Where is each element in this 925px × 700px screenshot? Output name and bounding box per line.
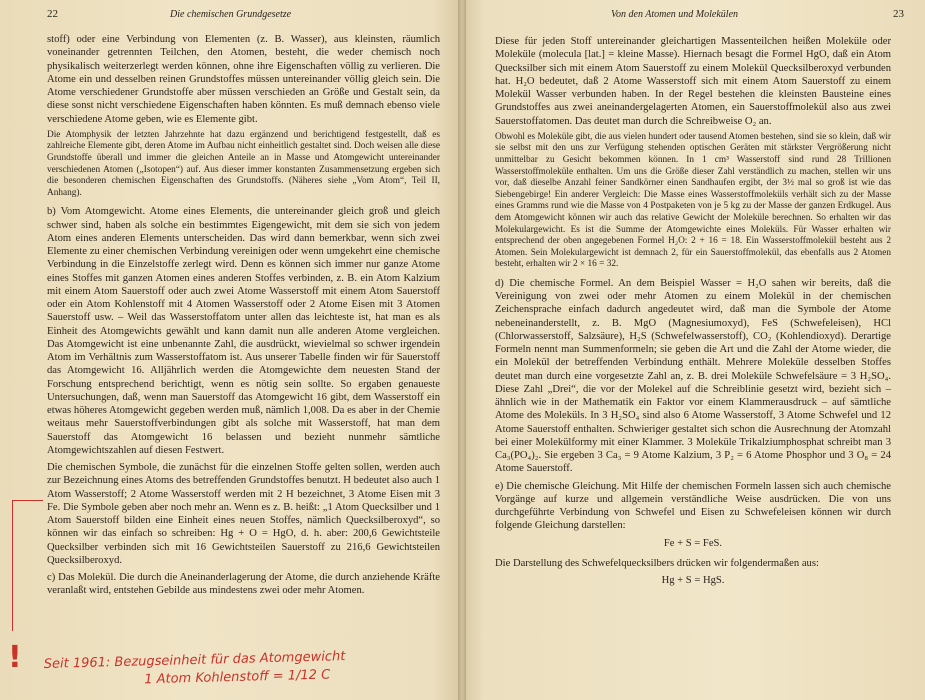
footnote-paragraph: Die Atomphysik der letzten Jahrzehnte hat dazu ergänzend und berichtigend festgestellt, daß es zahlreiche Elemente gibt, deren Atome im Aufbau nicht einheitlich gestaltet sind. Doch weisen alle diese Grundstoffe überall und immer die gleichen Anteile an in Masse und Atomgewicht untereinander verschiedenen Atomen („Isotopen“) auf. Aus dieser immer konstanten Zusammensetzung ergeben sich die besonderen chemischen Eigenschaften des Grundstoffs. (Näheres siehe „Vom Atom“, Teil II, Anhang). xyxy=(47,129,440,198)
running-head-left: Die chemischen Grundgesetze xyxy=(170,9,292,20)
annotation-line: 1 Atom Kohlenstoff = 1/12 C xyxy=(144,667,331,688)
page-number-left: 22 xyxy=(47,8,58,20)
margin-bracket-mark xyxy=(12,500,43,631)
equation: Hg + S = HgS. xyxy=(661,575,725,587)
right-page-body xyxy=(495,35,891,594)
paragraph: d) Die chemische Formel. An dem Beispiel Wasser = H₂O sahen wir bereits, daß die Vereinigung von zwei oder mehr Atomen zu einem Molekül in der chemischen Zeichensprache einfach dadurch angedeutet wird, daß man die Symbole der Atome nebeneinanderstellt, z. B. MgO (Magnesiumoxyd), FeS (Schwefeleisen), HCl (Chlorwasserstoff, Salzsäure), H₂S (Schwefelwasserstoff), CO₂ (Kohlendioxyd). Derartige Formeln nennt man Summenformeln; sie geben die Art und die Zahl der Atome wieder, die ein Molekül der betreffenden Verbindung enthält. Mehrere Moleküle desselben Stoffes deutet man durch eine vorgesetzte Zahl an, z. B. drei Moleküle Schwefelsäure = 3 H₂SO₄. Diese Zahl „Drei“, die vor der Molekel auf die Schreiblinie gesetzt wird, bezieht sich – ähnlich wie in der Mathematik ein Faktor vor einem Klammerausdruck – auf sämtliche Atome des Moleküls. In 3 H₂SO₄ sind also 6 Atome Wasserstoff, 3 Atome Schwefel und 12 Atome Sauerstoff enthalten. Schwieriger gestaltet sich schon die Ausrechnung der Atomzahl bei einer Molekülformy mit einer Klammer. 3 Moleküle Trikalziumphosphat schreibt man 3 Ca₃(PO₄)₂. Sie ergeben 3 Ca₃ = 9 Atome Kalzium, 3 P₂ = 6 Atome Phosphor und 3 O₈ = 24 Atome Sauerstoff. xyxy=(495,277,891,475)
paragraph: b) Vom Atomgewicht. Atome eines Elements, die untereinander gleich groß und gleich schwer sind, haben als solche ein bestimmtes Eigengewicht, mit dem sie sich von jedem Atom eines anderen Elements unterscheiden. Das wird dann bemerkbar, wenn sich zwei Elemente zu einer chemischen Verbindung vereinigen oder wenn umgekehrt eine chemische Verbindung in die Einzelstoffe zerlegt wird. Denn es können sich immer nur ganze Atome eines Stoffes mit ganzen Atomen eines anderen Stoffes verbinden, z. B. ein Atom Kalzium mit einem Atom Sauerstoff oder auch zwei Atome Wasserstoff mit einem Atom Sauerstoff oder ein Atom Kohlenstoff mit 4 Atomen Wasserstoff oder 2 Atome Eisen mit 3 Atomen Sauerstoff usw. – Weil das Wasserstoffatom unter allen das leichteste ist, hat man es als Einheit des Atomgewichts gewählt und kann damit nun alle anderen Atome vergleichen. Das Atomgewicht ist eine unbenannte Zahl, die ausdrückt, wievielmal so schwer irgendein Atom im Verhältnis zum Wasserstoffatom ist. Aus unserer Tabelle finden wir für Sauerstoff das Atomgewicht 16. Alljährlich werden die Atomgewichte dem neuesten Stand der Forschung entsprechend berichtigt, wenn es nötig sein sollte. So ergaben genaueste Untersuchungen, daß, wenn man Sauerstoff das Atomgewicht 16 gibt, dem Wasserstoff ein etwas höheres Atomgewicht gegeben werden muß, nämlich 1,008. Da es aber in der Chemie weitaus mehr Sauerstoffverbindungen gibt als solche mit Wasserstoff, hat man dem Sauerstoff das Atomgewicht 16 belassen und bezieht nunmehr sämtliche Atomgewichtszahlen auf diesen Festwert. xyxy=(47,206,440,456)
running-head-right: Von den Atomen und Molekülen xyxy=(611,9,739,20)
paragraph: stoff) oder eine Verbindung von Elementen (z. B. Wasser), aus kleinsten, räumlich voneinander getrennten Teilchen, den Atomen, besteht, die weder chemisch noch physikalisch weiterzerlegt werden können, ohne ihre Eigenschaften völlig zu verlieren. Die Atome ein und desselben reinen Grundstoffes müssen untereinander völlig gleich sein. Die Atome verschiedener Grundstoffe aber müssen verschieden an Größe und Gestalt sein, da diese sonst nicht verschiedene Eigenschaften haben könnten. Es muß demnach ebenso viele verschiedene Atome geben, wie es Elemente gibt. xyxy=(47,34,440,125)
annotation-line: Seit 1961: Bezugseinheit für das Atomgewicht xyxy=(43,649,346,672)
right-page xyxy=(461,0,925,700)
paragraph: Die chemischen Symbole, die zunächst für die einzelnen Stoffe gelten sollen, werden auch zur Bezeichnung eines Atoms des betreffenden Grundstoffes benutzt. H bedeutet also auch 1 Atom Wasserstoff; 2 Atome Wasserstoff werden mit 2 H bezeichnet, 3 Atome Eisen mit 3 Fe. Die Symbole geben aber noch mehr an. Wenn es z. B. heißt: „1 Atom Quecksilber und 1 Atom Sauerstoff bilden eine Einheit eines neuen Stoffes, nämlich Quecksilberoxyd“, so können wir das einfach so schreiben: Hg + O = HgO, d. h. aber: 200,6 Gewichtsteile Quecksilber verbinden sich mit 16 Gewichtsteilen Sauerstoff zu 216,6 Gewichtsteilen Quecksilberoxyd. xyxy=(47,462,440,566)
left-page-body xyxy=(47,33,440,602)
paragraph: Diese für jeden Stoff untereinander gleichartigen Massenteilchen heißen Moleküle oder Moleküle (molecula [lat.] = kleine Masse). Hiernach besagt die Formel HgO, daß ein Atom Quecksilber sich mit einem Atom Sauerstoff zu einem Molekül Quecksilberoxyd verbunden hat. H₂O bedeutet, daß 2 Atome Wasserstoff sich mit einem Atom Sauerstoff zu einem Molekül Wasser verbunden haben. In der Regel bestehen die kleinsten Bausteine eines Grundstoffes aus zwei aneinandergelagerten Atomen, ein Sauerstoffmolekül also aus zwei Sauerstoffatomen. Das deutet man durch die Schreibweise O₂ an. xyxy=(495,36,891,127)
handwritten-annotation xyxy=(44,648,346,692)
book-gutter xyxy=(458,0,466,700)
paragraph: Die Darstellung des Schwefelquecksilbers drücken wir folgendermaßen aus: xyxy=(495,557,819,569)
footnote-paragraph: Obwohl es Moleküle gibt, die aus vielen hundert oder tausend Atomen bestehen, sind sie so klein, daß wir sie selbst mit den uns zur Verfügung stehenden optischen Geräten mit stärkster Vergrößerung nicht unmittelbar zu Gesicht bekommen können. In 1 cm³ Wasserstoff sind rund 28 Trillionen Wasserstoffmoleküle enthalten. Um uns die Größe dieser Zahl verständlich zu machen, stellen wir uns vor, daß dieselbe Anzahl feiner Sandkörner einen Sandhaufen ergibt, der 3½ mal so groß ist wie das Siebengebirge! Ein anderer Vergleich: Die Masse eines Wasserstoffmoleküls verhält sich zu der Masse eines Gramms rund wie die Masse von 4 Postpaketen von je 5 kg zu der Masse der ganzen Erdkugel. Aus dem Atomgewicht können wir auch das relative Gewicht der Moleküle berechnen. So erhalten wir das Molekulargewicht. Es ist die Summe der Atomgewichte eines Moleküls. Für Wasser erhalten wir entsprechend der oben angegebenen Formel H₂O: 2 + 16 = 18. Ein Wasserstoffmolekül besteht aus 2 Atomen. Sein Molekulargewicht ist demnach 2, für ein Sauerstoffmolekül, das ebenfalls aus 2 Atomen besteht, erhalten wir 2 × 16 = 32. xyxy=(495,131,891,270)
exclamation-mark-annotation: ! xyxy=(8,640,22,675)
page-number-right: 23 xyxy=(893,8,904,20)
equation: Fe + S = FeS. xyxy=(663,537,723,549)
left-page xyxy=(0,0,461,700)
paragraph: e) Die chemische Gleichung. Mit Hilfe der chemischen Formeln lassen sich auch chemische Vorgänge auf kurze und allgemein verständliche Weise ausdrücken. Die von uns durchgeführte Verbindung von Schwefel und Eisen zu Schwefeleisen können wir durch folgende Gleichung darstellen: xyxy=(495,480,891,532)
paragraph: c) Das Molekül. Die durch die Aneinanderlagerung der Atome, die durch anziehende Kräfte veranlaßt wird, entstehen Gebilde aus mindestens zwei oder mehr Atomen. xyxy=(47,572,440,597)
